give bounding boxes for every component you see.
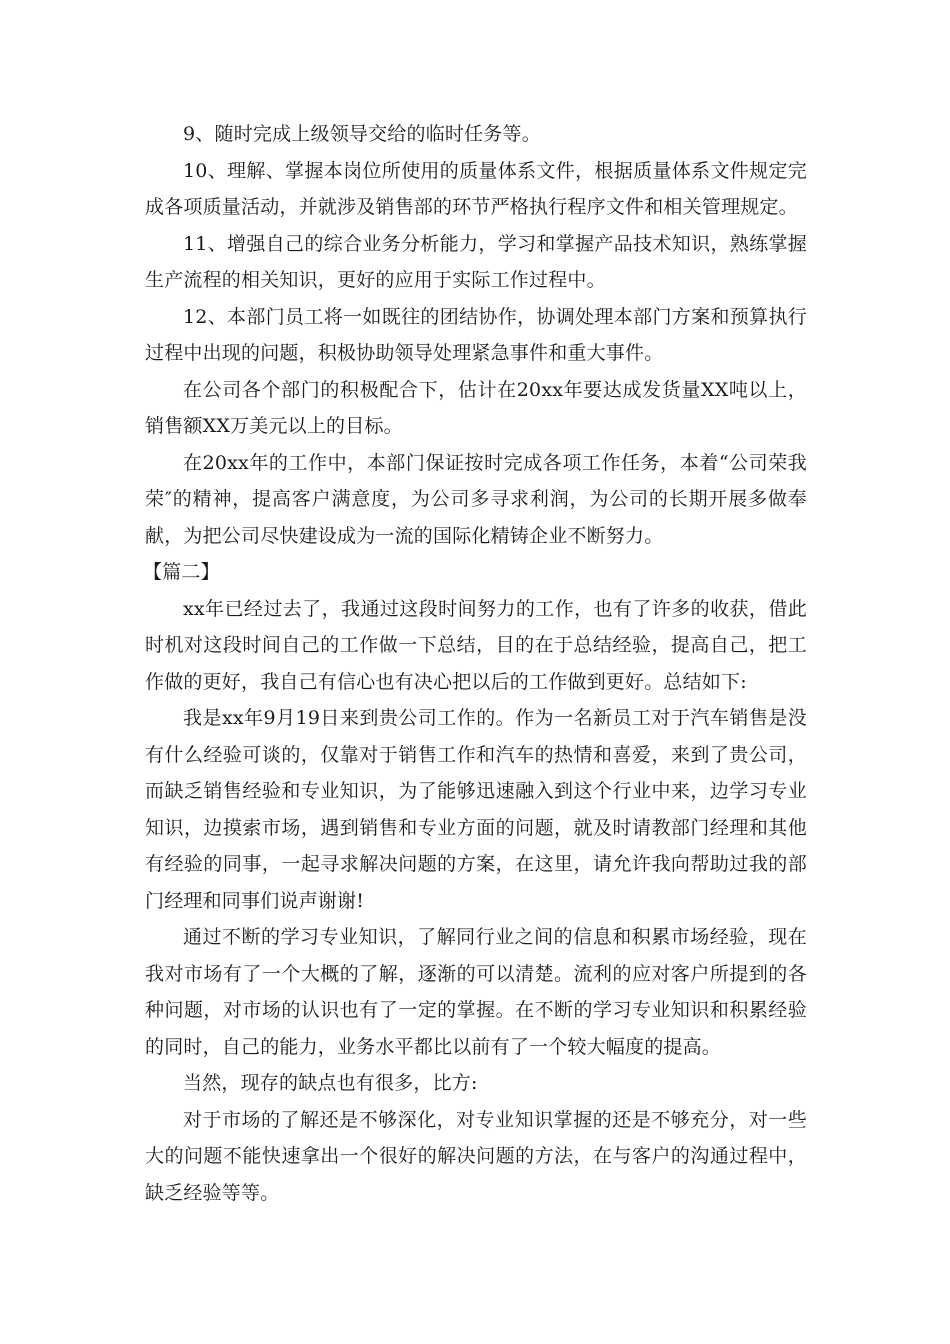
paragraph-item-10: 10、理解、掌握本岗位所使用的质量体系文件，根据质量体系文件规定完成各项质量活动，并就涉及销售部的环节严格执行程序文件和相关管理规定。 [145,159,807,218]
paragraph-shortcomings-intro: 当然，现存的缺点也有很多，比方: [183,1072,478,1094]
document-page [145,116,807,1211]
paragraph-learning: 通过不断的学习专业知识，了解同行业之间的信息和积累市场经验，现在我对市场有了一个大概的了解，逐渐的可以清楚。流利的应对客户所提到的各种问题，对市场的认识也有了一定的掌握。在不断的学习专业知识和积累经验的同时，自己的能力，业务水平都比以前有了一个较大幅度的提高。 [145,926,807,1058]
paragraph-item-9: 9、随时完成上级领导交给的临时任务等。 [183,123,541,145]
section-heading: 【篇二】 [143,561,220,583]
paragraph-new-employee: 我是xx年9月19日来到贵公司工作的。作为一名新员工对于汽车销售是没有什么经验可谈的，仅靠对于销售工作和汽车的热情和喜爱，来到了贵公司，而缺乏销售经验和专业知识，为了能够迅速融入到这个行业中来，边学习专业知识，边摸索市场，遇到销售和专业方面的问题，就及时请教部门经理和其他有经验的同事，一起寻求解决问题的方案，在这里，请允许我向帮助过我的部门经理和同事们说声谢谢! [145,707,807,912]
paragraph-summary-intro: xx年已经过去了，我通过这段时间努力的工作，也有了许多的收获，借此时机对这段时间自己的工作做一下总结，目的在于总结经验，提高自己，把工作做的更好，我自己有信心也有决心把以后的工作做到更好。总结如下: [145,597,807,693]
paragraph-sales-target: 在公司各个部门的积极配合下，估计在20xx年要达成发货量XX吨以上，销售额XX万美元以上的目标。 [145,378,807,437]
paragraph-item-11: 11、增强自己的综合业务分析能力，学习和掌握产品技术知识，熟练掌握生产流程的相关知识，更好的应用于实际工作过程中。 [145,232,807,291]
paragraph-commitment: 在20xx年的工作中，本部门保证按时完成各项工作任务，本着“公司荣我荣″的精神，提高客户满意度，为公司多寻求利润，为公司的长期开展多做奉献，为把公司尽快建设成为一流的国际化精铸企业不断努力。 [145,451,807,547]
paragraph-shortcomings: 对于市场的了解还是不够深化，对专业知识掌握的还是不够充分，对一些大的问题不能快速拿出一个很好的解决问题的方法，在与客户的沟通过程中，缺乏经验等等。 [145,1108,807,1204]
paragraph-item-12: 12、本部门员工将一如既往的团结协作，协调处理本部门方案和预算执行过程中出现的问题，积极协助领导处理紧急事件和重大事件。 [145,305,807,364]
